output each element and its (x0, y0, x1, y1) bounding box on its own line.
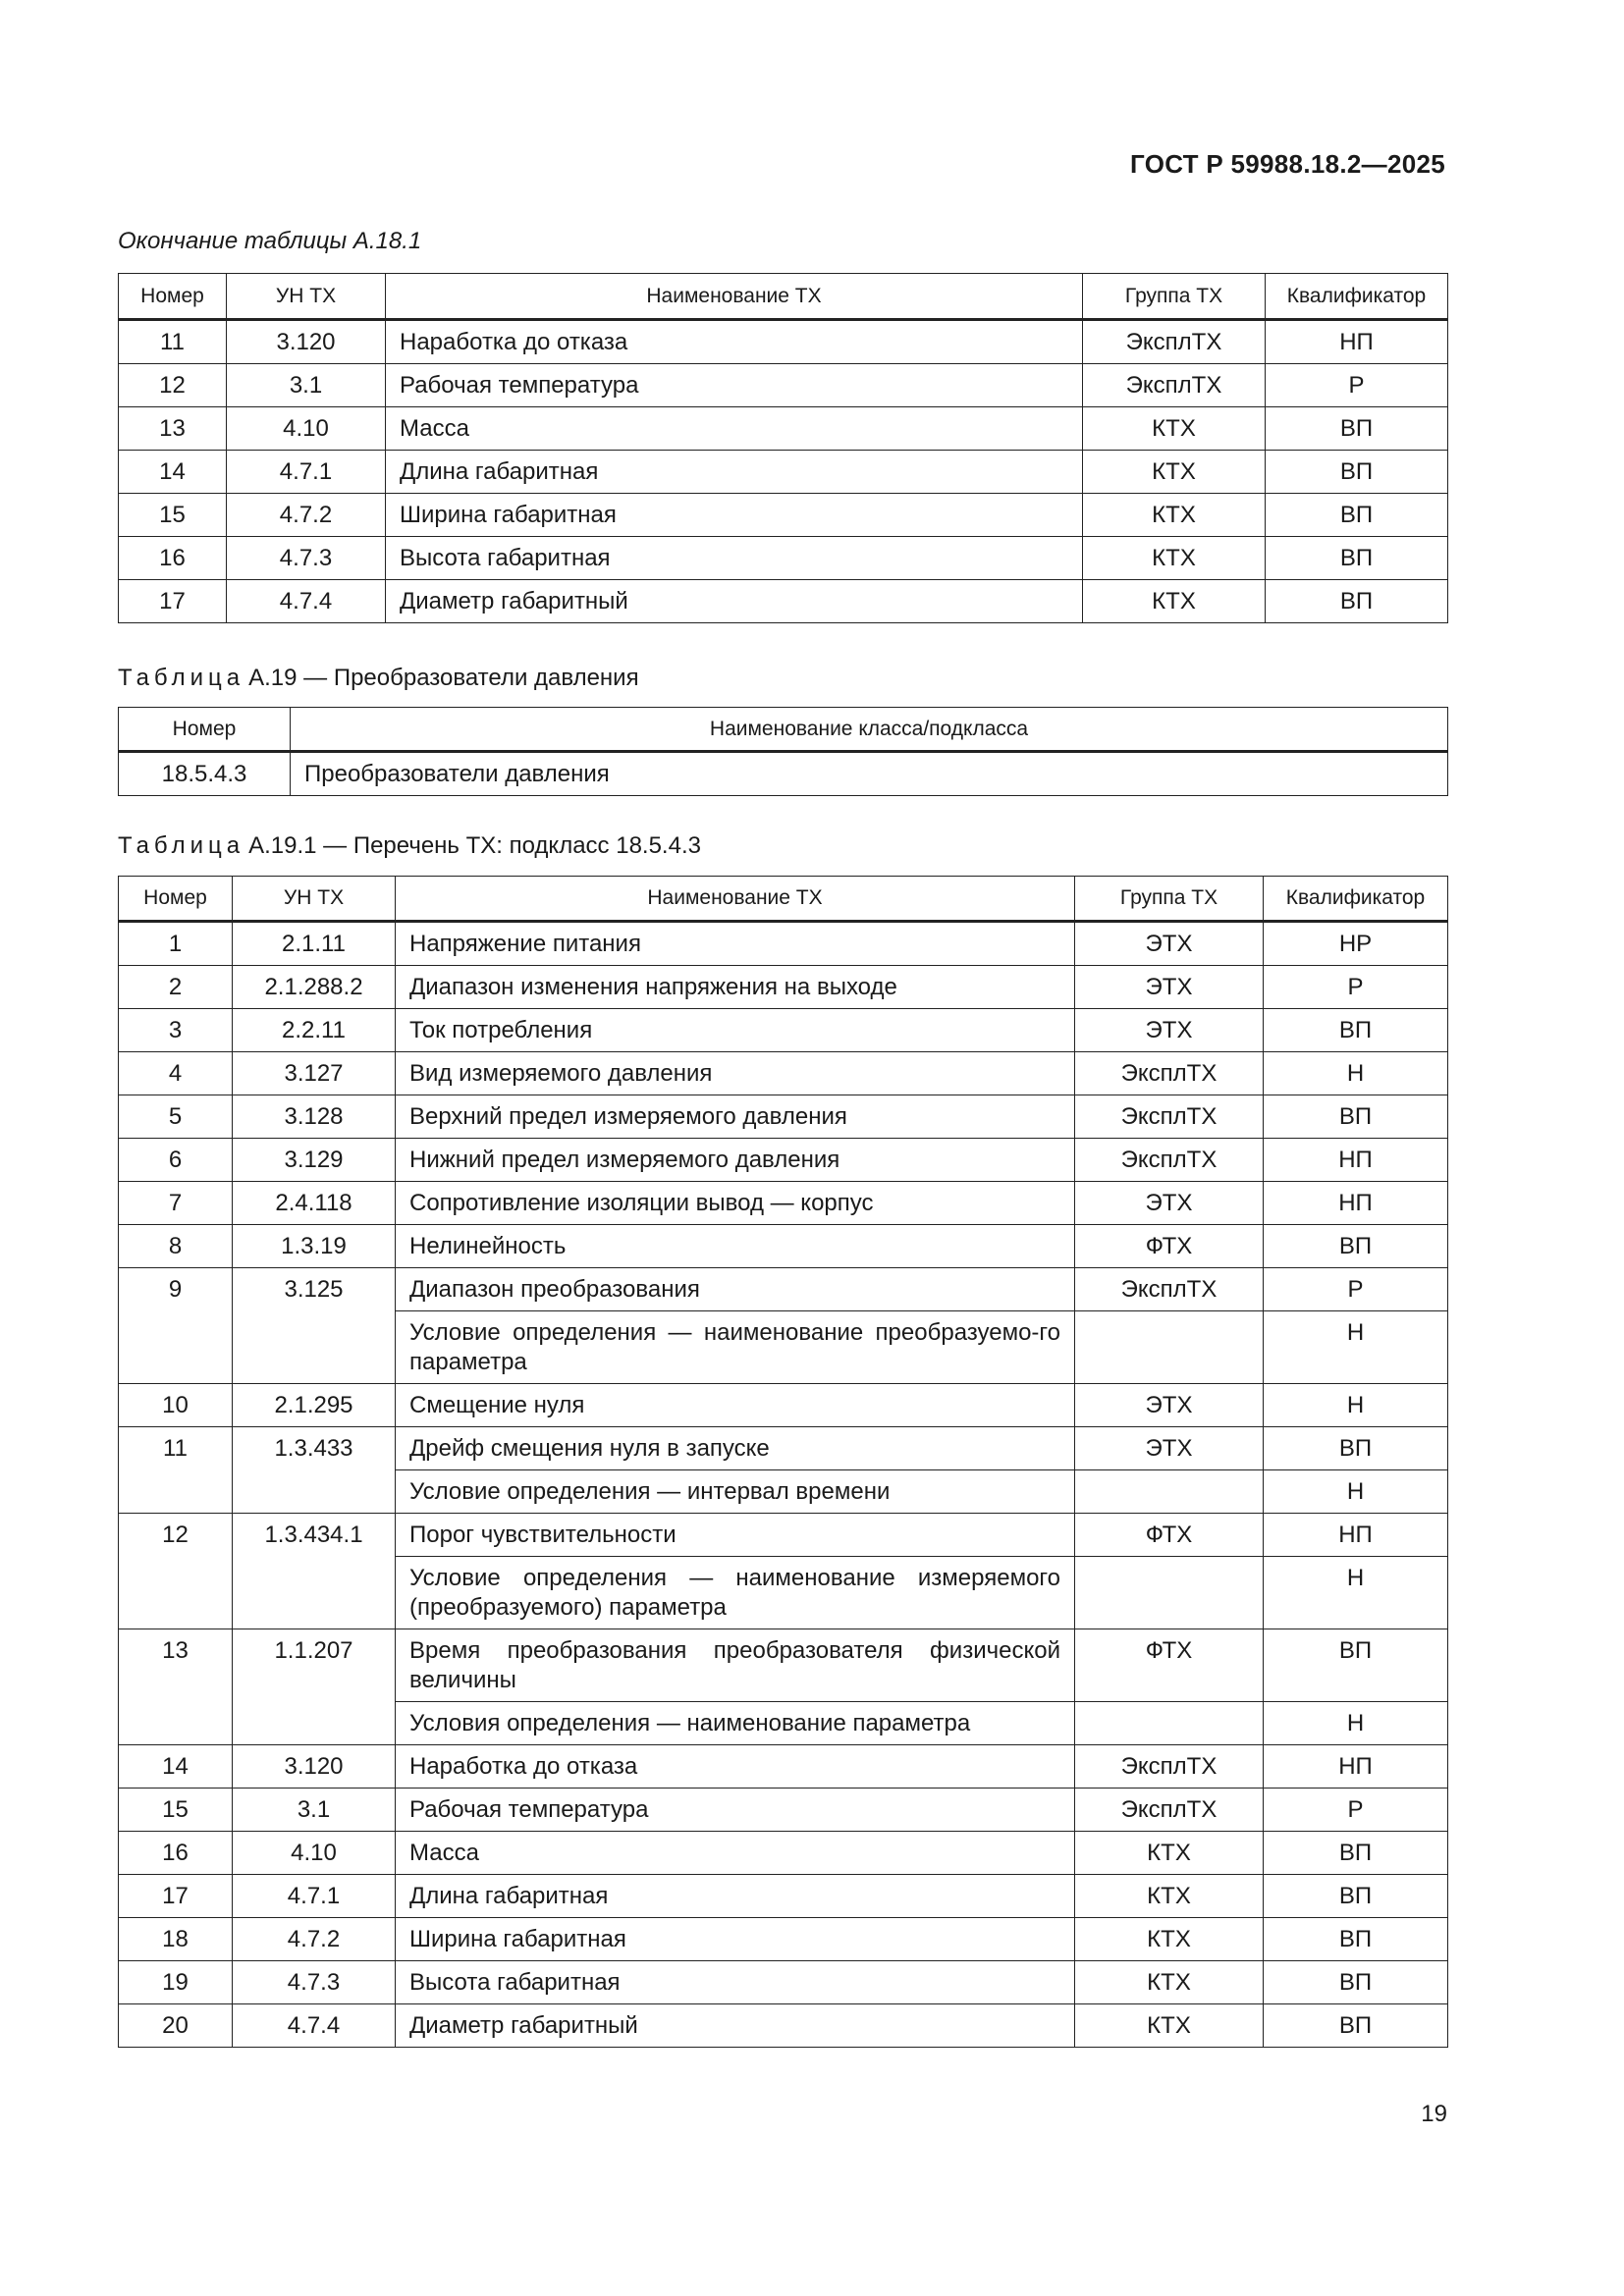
cell-group: КТХ (1075, 1961, 1264, 2004)
cell-name: Высота габаритная (396, 1961, 1075, 2004)
cell-number: 12 (119, 364, 227, 407)
cell-group: ЭксплТХ (1075, 1139, 1264, 1182)
cell-qualifier: ВП (1264, 1832, 1448, 1875)
cell-code: 3.127 (233, 1052, 396, 1095)
cell-number: 14 (119, 1745, 233, 1789)
cell-qualifier: ВП (1264, 1918, 1448, 1961)
table-row (119, 364, 1448, 407)
cell-number: 15 (119, 1789, 233, 1832)
table-row (119, 1789, 1448, 1832)
page-number: 19 (1421, 2101, 1447, 2127)
table-row (119, 537, 1448, 580)
column-header-name: Наименование ТХ (396, 877, 1075, 922)
cell-group: ЭксплТХ (1075, 1745, 1264, 1789)
cell-code: 2.1.11 (233, 922, 396, 966)
cell-code: 4.7.1 (227, 451, 386, 494)
table-row (119, 494, 1448, 537)
cell-number: 16 (119, 537, 227, 580)
table-row (119, 1384, 1448, 1427)
table-row (119, 1095, 1448, 1139)
table-row (119, 1514, 1448, 1557)
table-row (119, 320, 1448, 364)
cell-qualifier: ВП (1264, 1875, 1448, 1918)
cell-qualifier: Н (1264, 1470, 1448, 1514)
cell-number: 2 (119, 966, 233, 1009)
cell-condition: Условие определения — наименование измеряемого (преобразуемого) параметра (396, 1557, 1075, 1629)
cell-group: КТХ (1083, 407, 1266, 451)
table-row (119, 451, 1448, 494)
table-row (119, 966, 1448, 1009)
cell-number: 11 (119, 1427, 233, 1514)
cell-number: 11 (119, 320, 227, 364)
cell-group: ЭТХ (1075, 1009, 1264, 1052)
cell-number: 6 (119, 1139, 233, 1182)
column-header-qualifier: Квалификатор (1264, 877, 1448, 922)
cell-code: 2.4.118 (233, 1182, 396, 1225)
cell-group: ЭксплТХ (1083, 320, 1266, 364)
cell-number: 19 (119, 1961, 233, 2004)
cell-qualifier: НП (1264, 1139, 1448, 1182)
cell-number: 9 (119, 1268, 233, 1384)
cell-number: 5 (119, 1095, 233, 1139)
cell-number: 13 (119, 407, 227, 451)
table-row (119, 2004, 1448, 2048)
column-header-class-name: Наименование класса/подкласса (291, 708, 1448, 752)
cell-code: 3.125 (233, 1268, 396, 1384)
cell-code: 2.1.288.2 (233, 966, 396, 1009)
cell-name: Длина габаритная (396, 1875, 1075, 1918)
cell-code: 4.7.3 (233, 1961, 396, 2004)
table-row (119, 1918, 1448, 1961)
column-header-number: Номер (119, 274, 227, 320)
cell-group: ЭксплТХ (1075, 1789, 1264, 1832)
table-row (119, 1182, 1448, 1225)
cell-code: 4.10 (233, 1832, 396, 1875)
cell-name: Ширина габаритная (386, 494, 1083, 537)
cell-name: Высота габаритная (386, 537, 1083, 580)
cell-group: КТХ (1075, 1918, 1264, 1961)
table-row (119, 407, 1448, 451)
cell-qualifier: Р (1264, 1268, 1448, 1311)
cell-qualifier: ВП (1264, 1427, 1448, 1470)
cell-group: ЭТХ (1075, 922, 1264, 966)
cell-name: Смещение нуля (396, 1384, 1075, 1427)
cell-number: 17 (119, 1875, 233, 1918)
cell-code: 4.7.1 (233, 1875, 396, 1918)
cell-code: 3.128 (233, 1095, 396, 1139)
cell-name: Диапазон преобразования (396, 1268, 1075, 1311)
cell-class-name: Преобразователи давления (291, 752, 1448, 796)
table-row (119, 1225, 1448, 1268)
table-row (119, 1629, 1448, 1702)
cell-qualifier: ВП (1264, 1095, 1448, 1139)
cell-group: ФТХ (1075, 1514, 1264, 1557)
cell-group: КТХ (1083, 580, 1266, 623)
cell-name: Дрейф смещения нуля в запуске (396, 1427, 1075, 1470)
cell-name: Ширина габаритная (396, 1918, 1075, 1961)
table-a19-1 (118, 876, 1448, 2048)
cell-name: Верхний предел измеряемого давления (396, 1095, 1075, 1139)
table-row (119, 1268, 1448, 1311)
cell-qualifier: НП (1264, 1514, 1448, 1557)
cell-condition: Условие определения — интервал времени (396, 1470, 1075, 1514)
cell-qualifier: Н (1264, 1384, 1448, 1427)
cell-code: 2.1.295 (233, 1384, 396, 1427)
cell-group: ФТХ (1075, 1225, 1264, 1268)
table-a19-1-caption (118, 832, 701, 860)
table-row (119, 580, 1448, 623)
cell-group (1075, 1702, 1264, 1745)
cell-qualifier: ВП (1266, 580, 1448, 623)
cell-number: 8 (119, 1225, 233, 1268)
cell-qualifier: ВП (1264, 1009, 1448, 1052)
cell-name: Нижний предел измеряемого давления (396, 1139, 1075, 1182)
cell-qualifier: Р (1264, 1789, 1448, 1832)
cell-name: Порог чувствительности (396, 1514, 1075, 1557)
cell-qualifier: Н (1264, 1052, 1448, 1095)
cell-name: Длина габаритная (386, 451, 1083, 494)
cell-name: Напряжение питания (396, 922, 1075, 966)
cell-code: 1.3.434.1 (233, 1514, 396, 1629)
cell-qualifier: НП (1264, 1182, 1448, 1225)
cell-qualifier: Н (1264, 1311, 1448, 1384)
cell-group: КТХ (1075, 1832, 1264, 1875)
cell-number: 4 (119, 1052, 233, 1095)
cell-code: 4.7.4 (227, 580, 386, 623)
cell-code: 3.1 (227, 364, 386, 407)
cell-code: 3.129 (233, 1139, 396, 1182)
column-header-group: Группа ТХ (1083, 274, 1266, 320)
cell-number: 18.5.4.3 (119, 752, 291, 796)
cell-number: 15 (119, 494, 227, 537)
document-code: ГОСТ Р 59988.18.2—2025 (1130, 149, 1445, 179)
cell-number: 10 (119, 1384, 233, 1427)
table-row (119, 1832, 1448, 1875)
cell-number: 14 (119, 451, 227, 494)
table-row (119, 1427, 1448, 1470)
cell-qualifier: Р (1266, 364, 1448, 407)
cell-code: 4.10 (227, 407, 386, 451)
table-a18-1 (118, 273, 1448, 623)
cell-code: 1.1.207 (233, 1629, 396, 1745)
cell-name: Время преобразования преобразователя физической величины (396, 1629, 1075, 1702)
table-row (119, 1139, 1448, 1182)
table-row (119, 752, 1448, 796)
cell-group: ЭТХ (1075, 1182, 1264, 1225)
cell-name: Ток потребления (396, 1009, 1075, 1052)
table-row (119, 1961, 1448, 2004)
cell-qualifier: Н (1264, 1557, 1448, 1629)
column-header-number: Номер (119, 708, 291, 752)
cell-name: Вид измеряемого давления (396, 1052, 1075, 1095)
cell-code: 1.3.433 (233, 1427, 396, 1514)
column-header-code: УН ТХ (227, 274, 386, 320)
cell-name: Диапазон изменения напряжения на выходе (396, 966, 1075, 1009)
cell-condition: Условие определения — наименование преобразуемо-го параметра (396, 1311, 1075, 1384)
cell-qualifier: ВП (1266, 537, 1448, 580)
cell-group (1075, 1557, 1264, 1629)
cell-qualifier: ВП (1264, 1225, 1448, 1268)
cell-number: 18 (119, 1918, 233, 1961)
cell-qualifier: ВП (1266, 407, 1448, 451)
cell-name: Сопротивление изоляции вывод — корпус (396, 1182, 1075, 1225)
column-header-qualifier: Квалификатор (1266, 274, 1448, 320)
column-header-group: Группа ТХ (1075, 877, 1264, 922)
cell-group: КТХ (1075, 2004, 1264, 2048)
cell-group: КТХ (1083, 451, 1266, 494)
cell-code: 4.7.2 (227, 494, 386, 537)
cell-group: КТХ (1083, 494, 1266, 537)
cell-qualifier: НП (1264, 1745, 1448, 1789)
cell-qualifier: ВП (1266, 451, 1448, 494)
column-header-name: Наименование ТХ (386, 274, 1083, 320)
cell-group: ЭТХ (1075, 1384, 1264, 1427)
cell-name: Диаметр габаритный (386, 580, 1083, 623)
cell-name: Масса (396, 1832, 1075, 1875)
cell-name: Нелинейность (396, 1225, 1075, 1268)
table-row (119, 922, 1448, 966)
cell-name: Рабочая температура (386, 364, 1083, 407)
cell-name: Масса (386, 407, 1083, 451)
cell-name: Диаметр габаритный (396, 2004, 1075, 2048)
cell-group (1075, 1311, 1264, 1384)
cell-code: 3.1 (233, 1789, 396, 1832)
cell-code: 3.120 (233, 1745, 396, 1789)
cell-condition: Условия определения — наименование параметра (396, 1702, 1075, 1745)
cell-code: 2.2.11 (233, 1009, 396, 1052)
cell-qualifier: ВП (1264, 2004, 1448, 2048)
cell-group: ЭксплТХ (1075, 1268, 1264, 1311)
table-a18-1-caption: Окончание таблицы А.18.1 (118, 228, 422, 254)
cell-number: 1 (119, 922, 233, 966)
cell-number: 3 (119, 1009, 233, 1052)
table-a19-caption (118, 665, 639, 692)
cell-qualifier: Р (1264, 966, 1448, 1009)
cell-qualifier: ВП (1266, 494, 1448, 537)
table-row (119, 1875, 1448, 1918)
cell-name: Наработка до отказа (396, 1745, 1075, 1789)
cell-qualifier: НР (1264, 922, 1448, 966)
cell-group: КТХ (1075, 1875, 1264, 1918)
cell-number: 7 (119, 1182, 233, 1225)
cell-number: 16 (119, 1832, 233, 1875)
cell-name: Наработка до отказа (386, 320, 1083, 364)
cell-group: ЭТХ (1075, 1427, 1264, 1470)
column-header-number: Номер (119, 877, 233, 922)
cell-group: ЭксплТХ (1083, 364, 1266, 407)
cell-name: Рабочая температура (396, 1789, 1075, 1832)
cell-number: 12 (119, 1514, 233, 1629)
cell-qualifier: ВП (1264, 1629, 1448, 1702)
cell-group: ЭксплТХ (1075, 1052, 1264, 1095)
table-row (119, 1745, 1448, 1789)
cell-group (1075, 1470, 1264, 1514)
column-header-code: УН ТХ (233, 877, 396, 922)
cell-code: 4.7.2 (233, 1918, 396, 1961)
table-a19-1-caption-label: Таблица (118, 832, 245, 859)
cell-group: КТХ (1083, 537, 1266, 580)
table-a19-caption-label: Таблица (118, 665, 245, 691)
cell-number: 13 (119, 1629, 233, 1745)
cell-qualifier: Н (1264, 1702, 1448, 1745)
table-row (119, 1052, 1448, 1095)
cell-code: 4.7.3 (227, 537, 386, 580)
cell-code: 4.7.4 (233, 2004, 396, 2048)
cell-code: 1.3.19 (233, 1225, 396, 1268)
cell-number: 17 (119, 580, 227, 623)
table-a19 (118, 707, 1448, 796)
cell-group: ЭксплТХ (1075, 1095, 1264, 1139)
table-a19-caption-text: А.19 — Преобразователи давления (248, 665, 639, 691)
table-a19-1-caption-text: А.19.1 — Перечень ТХ: подкласс 18.5.4.3 (248, 832, 701, 859)
cell-qualifier: ВП (1264, 1961, 1448, 2004)
cell-code: 3.120 (227, 320, 386, 364)
table-row (119, 1009, 1448, 1052)
cell-qualifier: НП (1266, 320, 1448, 364)
cell-number: 20 (119, 2004, 233, 2048)
cell-group: ФТХ (1075, 1629, 1264, 1702)
cell-group: ЭТХ (1075, 966, 1264, 1009)
